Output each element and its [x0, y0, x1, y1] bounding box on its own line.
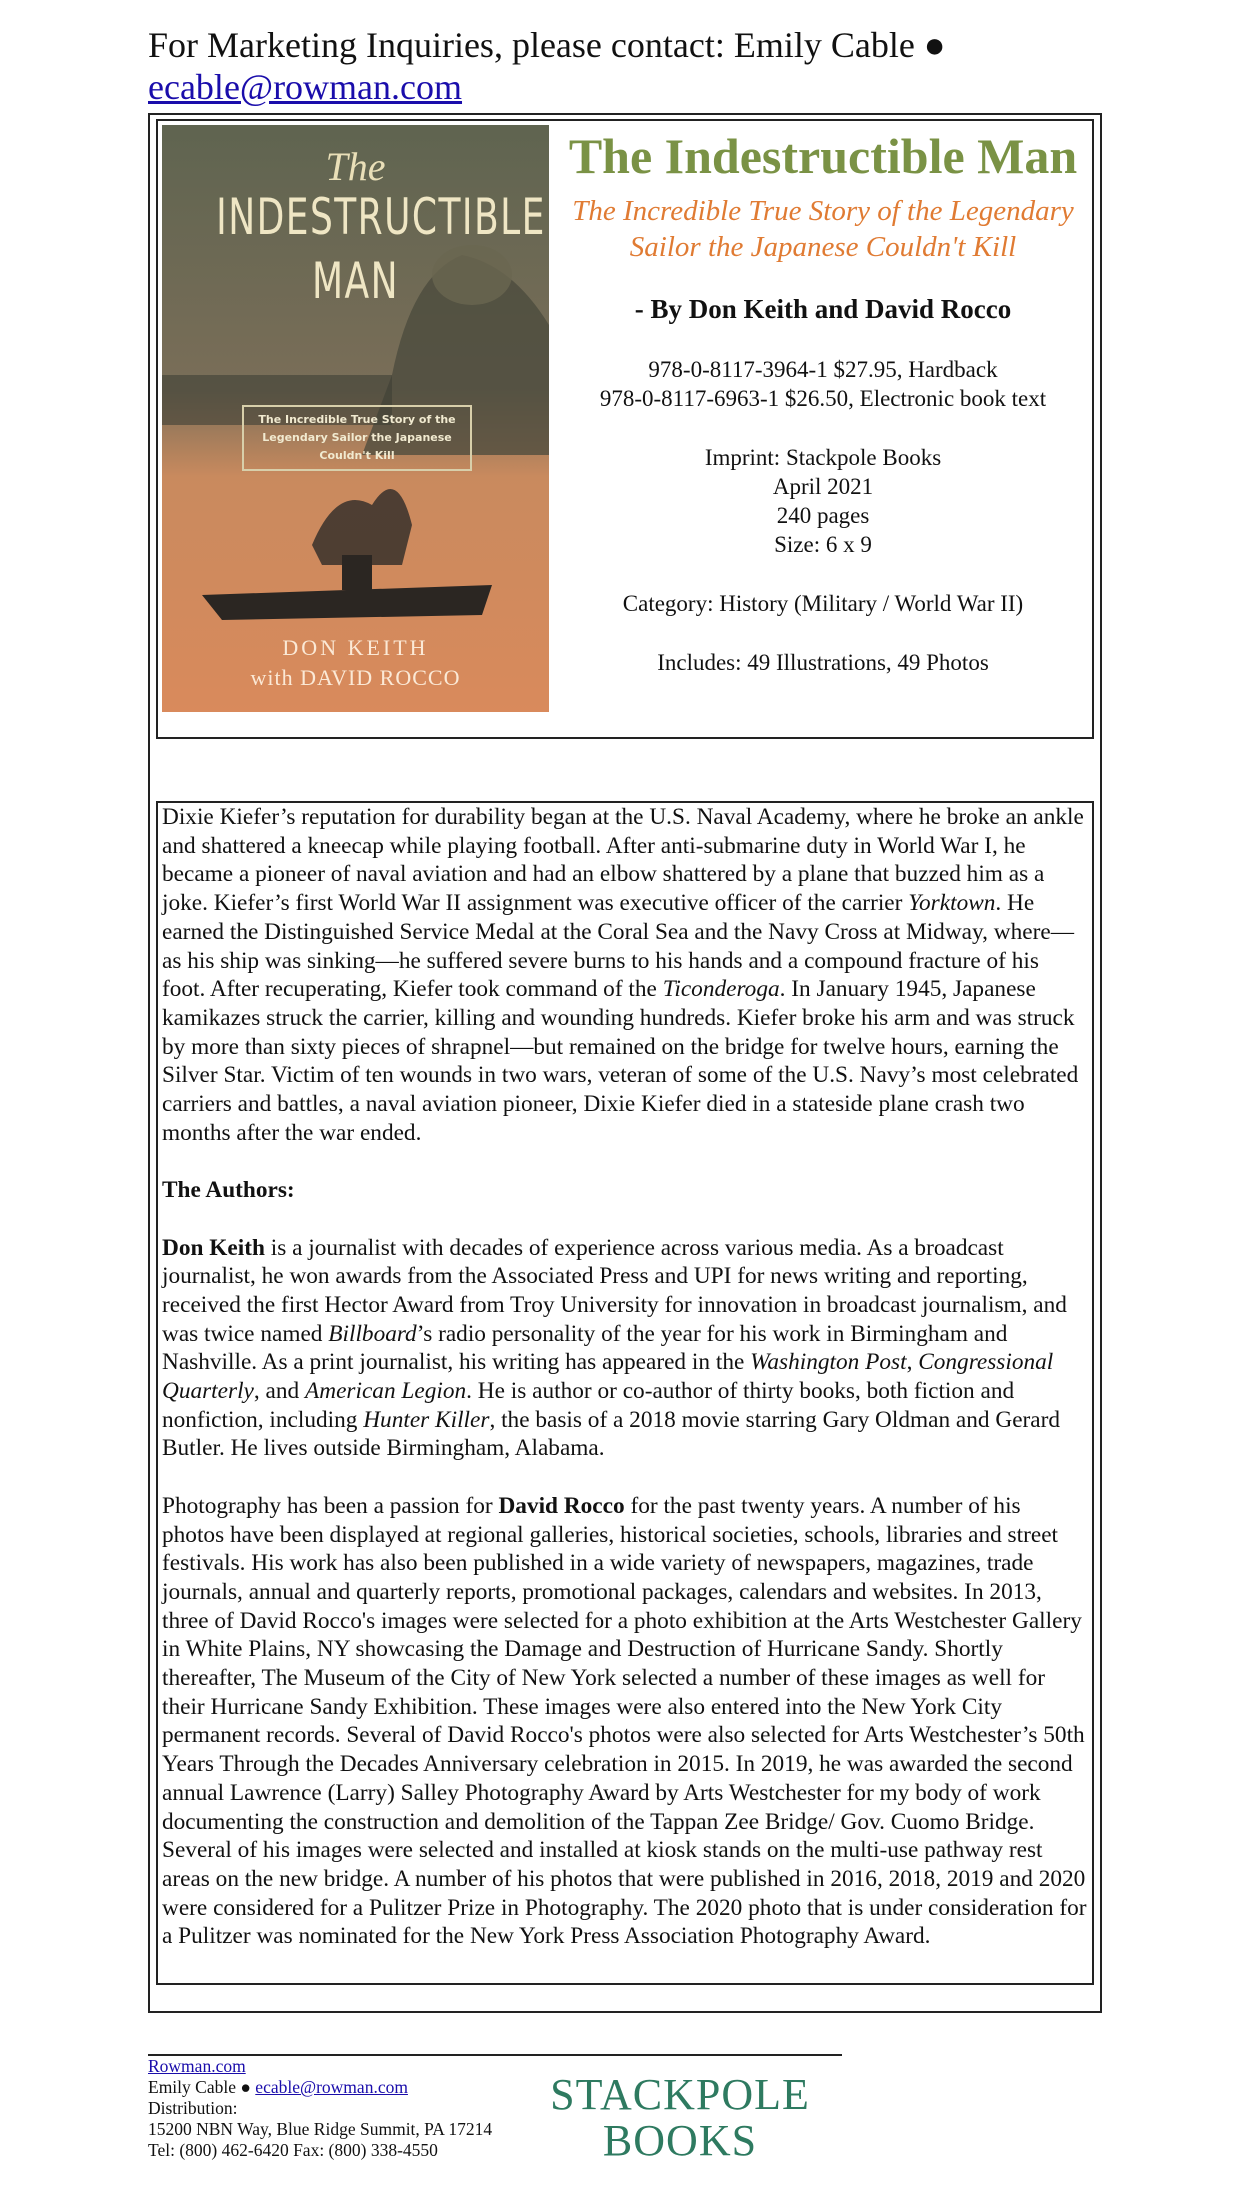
- cover-title: INDESTRUCTIBLE MAN: [216, 188, 546, 310]
- sell-sheet-frame: [148, 113, 1102, 2013]
- author-name-keith: Don Keith: [162, 1234, 265, 1261]
- illustration-count: Includes: 49 Illustrations, 49 Photos: [657, 650, 989, 675]
- book-byline: - By Don Keith and David Rocco: [634, 294, 1012, 324]
- footer-contact: [148, 2056, 492, 2161]
- imprint: Imprint: Stackpole Books: [704, 445, 942, 470]
- book-title: The Indestructible Man: [568, 128, 1078, 184]
- carrier-island: [342, 555, 372, 590]
- cover-tagline: The Incredible True Story of the Legendary Sailor the Japanese Couldn't Kill: [242, 405, 472, 471]
- distribution-address: 15200 NBN Way, Blue Ridge Summit, PA 17214: [148, 2119, 493, 2139]
- isbn-hardback: 978-0-8117-3964-1 $27.95, Hardback: [648, 357, 998, 382]
- isbn-ebook: 978-0-8117-6963-1 $26.50, Electronic book text: [599, 386, 1047, 411]
- logo-line-books: BOOKS: [602, 2116, 758, 2165]
- cover-author-secondary: with DAVID ROCCO: [250, 665, 461, 690]
- marketing-email-link[interactable]: ecable@rowman.com: [148, 67, 463, 107]
- book-details: [553, 121, 1093, 677]
- marketing-contact-line: [148, 24, 1108, 108]
- author-name-rocco: David Rocco: [498, 1492, 625, 1519]
- book-subtitle: The Incredible True Story of the Legendary Sailor the Japanese Couldn't Kill: [572, 195, 1074, 263]
- footer-contact-name: Emily Cable ●: [148, 2077, 251, 2097]
- book-description: Dixie Kiefer’s reputation for durability began at the U.S. Naval Academy, where he broke an ankle and shattered a kneecap while playing football. After anti-submarine duty in World War I, he became a pioneer of naval aviation and had an elbow shattered by a plane that buzzed him as a joke. Kiefer’s first World War II assignment was executive officer of the carrier Yorktown. He earned the Distinguished Service Medal at the Coral Sea and the Navy Cross at Midway, where—as his ship was sinking—he suffered severe burns to his hands and a compound fracture of his foot. After recuperating, Kiefer took command of the Ticonderoga. In January 1945, Japanese kamikazes struck the carrier, killing and wounding hundreds. Kiefer broke his arm and was struck by more than sixty pieces of shrapnel—but remained on the bridge for twelve hours, earning the Silver Star. Victim of ten wounds in two wars, veteran of some of the U.S. Navy’s most celebrated carriers and battles, a naval aviation pioneer, Dixie Kiefer died in a stateside plane crash two months after the war ended.: [162, 804, 1084, 1146]
- cover-author-primary: DON KEITH: [282, 635, 429, 660]
- distribution-label: Distribution:: [148, 2098, 238, 2118]
- page-count: 240 pages: [776, 503, 870, 528]
- logo-line-stackpole: STACKPOLE: [550, 2070, 810, 2119]
- description-box: [156, 801, 1094, 1985]
- book-summary-box: [156, 119, 1094, 739]
- book-cover-image: [162, 125, 549, 712]
- author-bio-keith: Don Keith is a journalist with decades of experience across various media. As a broadcast journalist, he won awards from the Associated Press and UPI for news writing and reporting, received the first Hector Award from Troy University for innovation in broadcast journalism, and was twice named Billboard’s radio personality of the year for his work in Birmingham and Nashville. As a print journalist, his writing has appeared in the Washington Post, Congressional Quarterly, and American Legion. He is author or co-author of thirty books, both fiction and nonfiction, including Hunter Killer, the basis of a 2018 movie starring Gary Oldman and Gerard Butler. He lives outside Birmingham, Alabama.: [162, 1234, 1067, 1462]
- rowman-site-link[interactable]: Rowman.com: [148, 2056, 246, 2076]
- footer-email-link[interactable]: ecable@rowman.com: [255, 2077, 408, 2097]
- publication-date: April 2021: [772, 474, 874, 499]
- author-bio-rocco: Photography has been a passion for David Rocco for the past twenty years. A number of his photos have been displayed at regional galleries, historical societies, schools, libraries and street festivals. His work has also been published in a wide variety of newspapers, magazines, trade journals, annual and quarterly reports, promotional packages, calendars and websites. In 2013, three of David Rocco's images were selected for a photo exhibition at the Arts Westchester Gallery in White Plains, NY showcasing the Damage and Destruction of Hurricane Sandy. Shortly thereafter, The Museum of the City of New York selected a number of these images as well for their Hurricane Sandy Exhibition. These images were also entered into the New York City permanent records. Several of David Rocco's photos were also selected for Arts Westchester’s 50th Years Through the Decades Anniversary celebration in 2015. In 2019, he was awarded the second annual Lawrence (Larry) Salley Photography Award by Arts Westchester for my body of work documenting the construction and demolition of the Tappan Zee Bridge/ Gov. Cuomo Bridge. Several of his images were selected and installed at kiosk stands on the multi-use pathway rest areas on the new bridge. A number of his photos that were published in 2016, 2018, 2019 and 2020 were considered for a Pulitzer Prize in Photography. The 2020 photo that is under consideration for a Pulitzer was nominated for the New York Press Association Photography Award.: [162, 1492, 1087, 1950]
- marketing-contact-text: For Marketing Inquiries, please contact: Emily Cable ●: [148, 25, 946, 65]
- ship-name-yorktown: Yorktown: [908, 890, 996, 917]
- distribution-phone: Tel: (800) 462-6420 Fax: (800) 338-4550: [148, 2140, 438, 2160]
- authors-heading: The Authors:: [162, 1177, 295, 1204]
- trim-size: Size: 6 x 9: [774, 532, 872, 557]
- ship-name-ticonderoga: Ticonderoga: [662, 976, 780, 1003]
- stackpole-books-logo: [520, 2072, 840, 2164]
- category: Category: History (Military / World War II): [622, 591, 1024, 616]
- cover-title-the: The: [325, 144, 386, 189]
